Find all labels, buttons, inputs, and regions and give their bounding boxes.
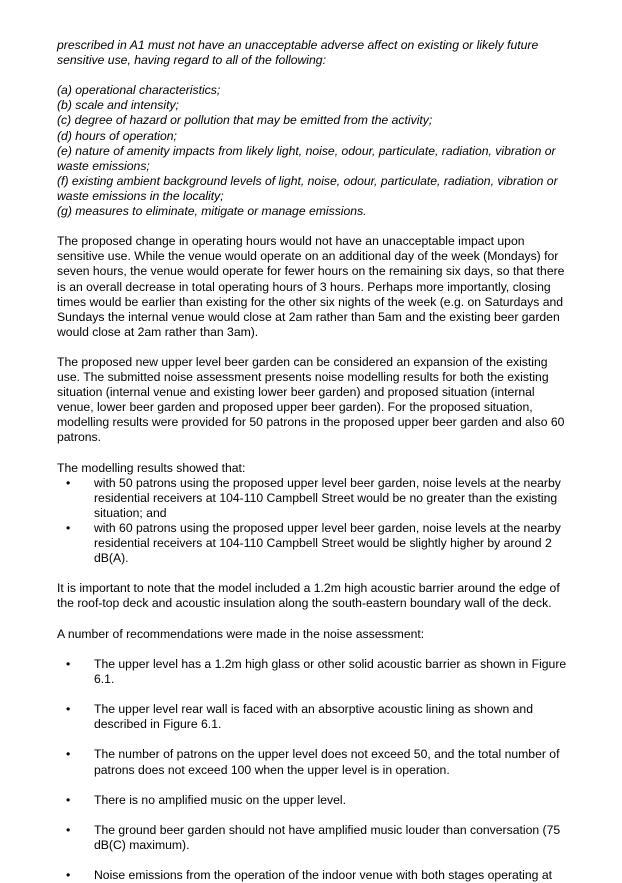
document-page: [57, 38, 567, 883]
intro-text: prescribed in A1 must not have an unacceptable adverse affect on existing or likely future sensitive use, having regard to all of the following:: [57, 38, 539, 68]
criteria-item: (g) measures to eliminate, mitigate or manage emissions.: [57, 204, 367, 219]
list-item: [57, 702, 567, 732]
list-item: [57, 476, 567, 521]
list-item-text: The number of patrons on the upper level does not exceed 50, and the total number of patrons does not exceed 100 when the upper level is in operation.: [94, 747, 560, 777]
bullet-icon: •: [66, 521, 71, 535]
bullet-icon: •: [66, 475, 71, 490]
list-item: [57, 657, 567, 687]
paragraph-upper-beer-garden: The proposed new upper level beer garden can be considered an expansion of the existing use. The submitted noise assessment presents noise modelling results for both the existing situation (internal venue and existing lower beer garden) and proposed situation (internal venue, lower beer garden and proposed upper beer garden). For the proposed situation, modelling results were provided for 50 patrons in the proposed upper beer garden and also 60 patrons.: [57, 354, 565, 445]
list-item-text: Noise emissions from the operation of the indoor venue with both stages operating at: [94, 868, 552, 883]
list-item-text: The upper level rear wall is faced with an absorptive acoustic lining as shown and described in Figure 6.1.: [94, 702, 533, 732]
bullet-icon: •: [66, 792, 71, 807]
bullet-icon: •: [66, 702, 71, 717]
paragraph-modelling-results: The modelling results showed that:: [57, 460, 246, 475]
list-item: [57, 868, 567, 883]
list-item-text: The upper level has a 1.2m high glass or other solid acoustic barrier as shown in Figure 6.1.: [94, 656, 567, 686]
list-item-text: with 50 patrons using the proposed upper level beer garden, noise levels at the nearby residential receivers at 104-110 Campbell Street would be no greater than the existing situation; and: [94, 475, 561, 520]
list-item: [57, 521, 567, 566]
bullet-icon: •: [66, 747, 71, 762]
bullet-icon: •: [66, 656, 71, 671]
paragraph-recommendations: A number of recommendations were made in the noise assessment:: [57, 626, 425, 641]
results-list: [57, 476, 567, 567]
criteria-item: (b) scale and intensity;: [57, 98, 179, 113]
list-item: [57, 823, 567, 853]
criteria-item: (f) existing ambient background levels of light, noise, odour, particulate, radiation, vibration or waste emissions in the locality;: [57, 173, 558, 203]
bullet-icon: •: [66, 822, 71, 837]
list-item: [57, 793, 567, 808]
criteria-item: (d) hours of operation;: [57, 128, 177, 143]
list-item-text: with 60 patrons using the proposed upper level beer garden, noise levels at the nearby residential receivers at 104-110 Campbell Street would be slightly higher by around 2 dB(A).: [94, 521, 561, 566]
list-item-text: There is no amplified music on the upper level.: [94, 792, 347, 807]
paragraph-acoustic-barrier: It is important to note that the model included a 1.2m high acoustic barrier around the edge of the roof-top deck and acoustic insulation along the south-eastern boundary wall of the deck.: [57, 581, 560, 611]
recommendations-list: [57, 657, 567, 883]
criteria-item: (a) operational characteristics;: [57, 83, 221, 98]
list-item-text: The ground beer garden should not have amplified music louder than conversation (75 dB(C) maximum).: [94, 822, 561, 852]
paragraph-operating-hours: The proposed change in operating hours would not have an unacceptable impact upon sensitive use. While the venue would operate on an additional day of the week (Mondays) for seven hours, the venue would operate for fewer hours on the remaining six days, so that there is an overall decrease in total operating hours of 3 hours. Perhaps more importantly, closing times would be earlier than existing for the other six nights of the week (e.g. on Saturdays and Sundays the internal venue would close at 2am rather than 5am and the existing beer garden would close at 2am rather than 3am).: [57, 234, 565, 339]
list-item: [57, 747, 567, 777]
bullet-icon: •: [66, 868, 71, 883]
criteria-list: [57, 83, 567, 219]
criteria-item: (c) degree of hazard or pollution that may be emitted from the activity;: [57, 113, 433, 128]
criteria-item: (e) nature of amenity impacts from likely light, noise, odour, particulate, radiation, vibration or waste emissions;: [57, 143, 556, 173]
